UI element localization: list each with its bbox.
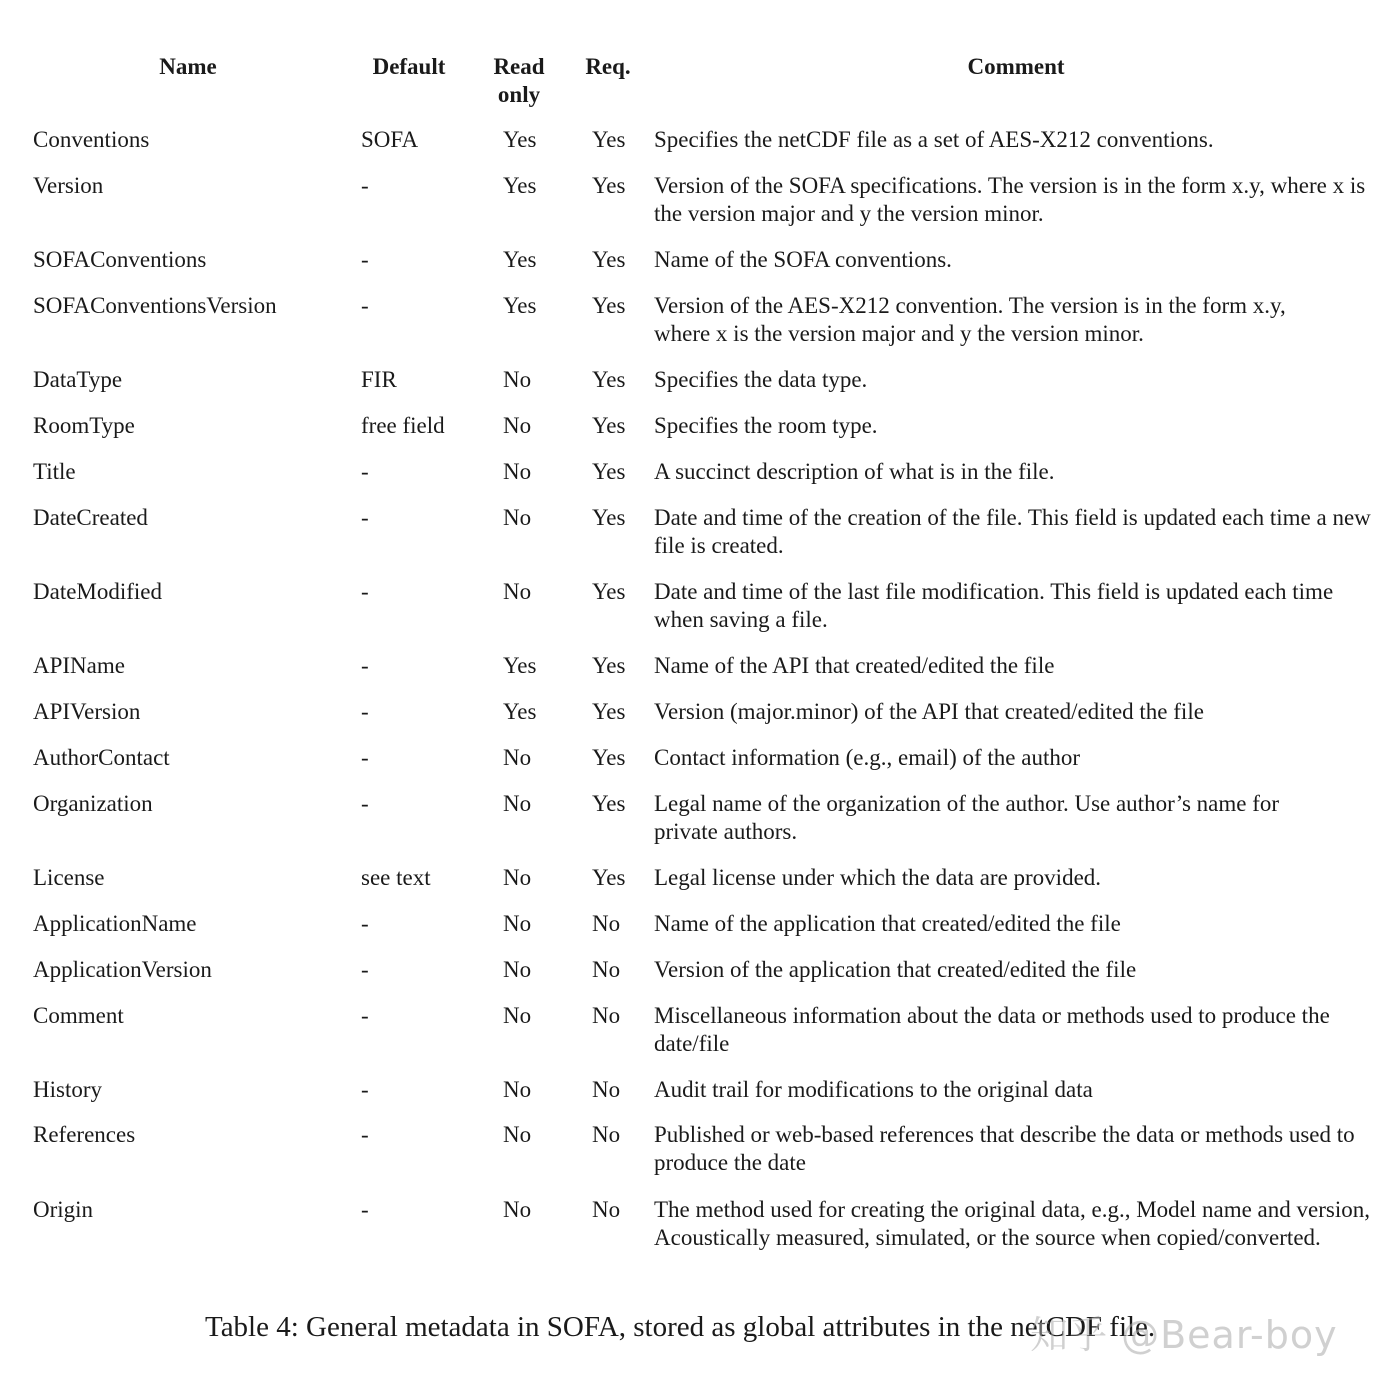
cell-comment: Contact information (e.g., email) of the author	[654, 745, 1081, 770]
cell-read-only: No	[503, 1003, 532, 1028]
cell-required: No	[592, 911, 621, 936]
cell-comment: Version of the SOFA specifications. The version is in the form x.y, where x is the version major and y the version minor.	[654, 173, 1366, 226]
cell-read-only: No	[503, 791, 532, 816]
cell-read-only: No	[503, 1077, 532, 1102]
cell-required: Yes	[592, 865, 626, 890]
cell-read-only: No	[503, 1122, 532, 1147]
cell-read-only: Yes	[503, 127, 537, 152]
watermark: 知乎 @Bear-boy	[1030, 1313, 1338, 1357]
cell-name: Organization	[33, 791, 153, 816]
cell-required: Yes	[592, 745, 626, 770]
cell-name: Comment	[33, 1003, 124, 1028]
cell-comment: Legal license under which the data are provided.	[654, 865, 1102, 890]
cell-default: -	[361, 911, 369, 936]
cell-read-only: Yes	[503, 173, 537, 198]
cell-read-only: No	[503, 459, 532, 484]
cell-name: DataType	[33, 367, 123, 392]
cell-comment: Legal name of the organization of the author. Use author’s name for private authors.	[654, 791, 1280, 844]
cell-default: -	[361, 1122, 369, 1147]
cell-read-only: No	[503, 957, 532, 982]
cell-comment: Miscellaneous information about the data or methods used to produce the date/file	[654, 1003, 1330, 1056]
cell-default: -	[361, 957, 369, 982]
cell-required: No	[592, 1003, 621, 1028]
cell-default: -	[361, 699, 369, 724]
cell-default: see text	[361, 865, 431, 890]
cell-default: -	[361, 745, 369, 770]
cell-read-only: No	[503, 579, 532, 604]
header-default: Default	[372, 54, 446, 79]
cell-required: Yes	[592, 505, 626, 530]
cell-required: No	[592, 1077, 621, 1102]
cell-comment: Published or web-based references that describe the data or methods used to produce the date	[654, 1122, 1355, 1175]
cell-comment: Specifies the netCDF file as a set of AES-X212 conventions.	[654, 127, 1214, 152]
cell-required: Yes	[592, 653, 626, 678]
cell-default: -	[361, 459, 369, 484]
cell-required: No	[592, 1197, 621, 1222]
cell-read-only: No	[503, 413, 532, 438]
cell-comment: Audit trail for modifications to the original data	[654, 1077, 1093, 1102]
cell-default: SOFA	[361, 127, 419, 152]
cell-name: DateModified	[33, 579, 163, 604]
cell-name: References	[33, 1122, 136, 1147]
cell-required: No	[592, 1122, 621, 1147]
cell-default: -	[361, 293, 369, 318]
cell-required: Yes	[592, 293, 626, 318]
header-required: Req.	[585, 54, 631, 79]
cell-default: -	[361, 173, 369, 198]
header-name: Name	[159, 54, 217, 79]
cell-required: Yes	[592, 413, 626, 438]
cell-default: free field	[361, 413, 445, 438]
cell-read-only: No	[503, 745, 532, 770]
cell-comment: Date and time of the last file modification. This field is updated each time when saving a file.	[654, 579, 1334, 632]
cell-comment: Version of the AES-X212 convention. The version is in the form x.y, where x is the version major and y the version minor.	[654, 293, 1286, 346]
cell-comment: Name of the application that created/edited the file	[654, 911, 1121, 936]
cell-comment: Date and time of the creation of the file. This field is updated each time a new file is created.	[654, 505, 1371, 558]
cell-read-only: Yes	[503, 653, 537, 678]
cell-name: Origin	[33, 1197, 94, 1222]
cell-name: ApplicationVersion	[33, 957, 212, 982]
cell-comment: Name of the API that created/edited the file	[654, 653, 1055, 678]
cell-read-only: No	[503, 505, 532, 530]
cell-default: -	[361, 579, 369, 604]
cell-read-only: No	[503, 1197, 532, 1222]
cell-name: SOFAConventionsVersion	[33, 293, 277, 318]
cell-name: Title	[33, 459, 76, 484]
cell-read-only: No	[503, 911, 532, 936]
cell-name: ApplicationName	[33, 911, 197, 936]
table-caption: Table 4: General metadata in SOFA, stored as global attributes in the netCDF file.	[205, 1311, 1156, 1343]
cell-comment: A succinct description of what is in the file.	[654, 459, 1055, 484]
cell-required: Yes	[592, 247, 626, 272]
cell-name: APIVersion	[33, 699, 141, 724]
cell-default: -	[361, 791, 369, 816]
cell-name: Conventions	[33, 127, 150, 152]
cell-default: -	[361, 1077, 369, 1102]
cell-read-only: Yes	[503, 293, 537, 318]
cell-default: -	[361, 1003, 369, 1028]
cell-required: Yes	[592, 791, 626, 816]
cell-required: Yes	[592, 459, 626, 484]
cell-read-only: Yes	[503, 699, 537, 724]
cell-name: Version	[33, 173, 104, 198]
cell-name: SOFAConventions	[33, 247, 207, 272]
cell-name: AuthorContact	[33, 745, 170, 770]
cell-required: Yes	[592, 699, 626, 724]
cell-comment: Version (major.minor) of the API that created/edited the file	[654, 699, 1204, 724]
cell-name: RoomType	[33, 413, 135, 438]
cell-default: -	[361, 653, 369, 678]
cell-default: -	[361, 1197, 369, 1222]
cell-name: License	[33, 865, 105, 890]
cell-required: Yes	[592, 579, 626, 604]
cell-comment: The method used for creating the original data, e.g., Model name and version, Acoustically measured, simulated, or the source when copied/converted.	[654, 1197, 1370, 1250]
cell-default: -	[361, 247, 369, 272]
cell-read-only: Yes	[503, 247, 537, 272]
cell-required: No	[592, 957, 621, 982]
cell-comment: Specifies the data type.	[654, 367, 868, 392]
header-read-only: Read only	[493, 54, 545, 107]
cell-required: Yes	[592, 367, 626, 392]
cell-required: Yes	[592, 173, 626, 198]
cell-comment: Version of the application that created/edited the file	[654, 957, 1137, 982]
cell-required: Yes	[592, 127, 626, 152]
cell-comment: Name of the SOFA conventions.	[654, 247, 952, 272]
cell-name: History	[33, 1077, 102, 1102]
cell-read-only: No	[503, 367, 532, 392]
cell-default: FIR	[361, 367, 397, 392]
header-comment: Comment	[967, 54, 1065, 79]
cell-read-only: No	[503, 865, 532, 890]
cell-name: DateCreated	[33, 505, 148, 530]
cell-default: -	[361, 505, 369, 530]
cell-name: APIName	[33, 653, 125, 678]
cell-comment: Specifies the room type.	[654, 413, 878, 438]
